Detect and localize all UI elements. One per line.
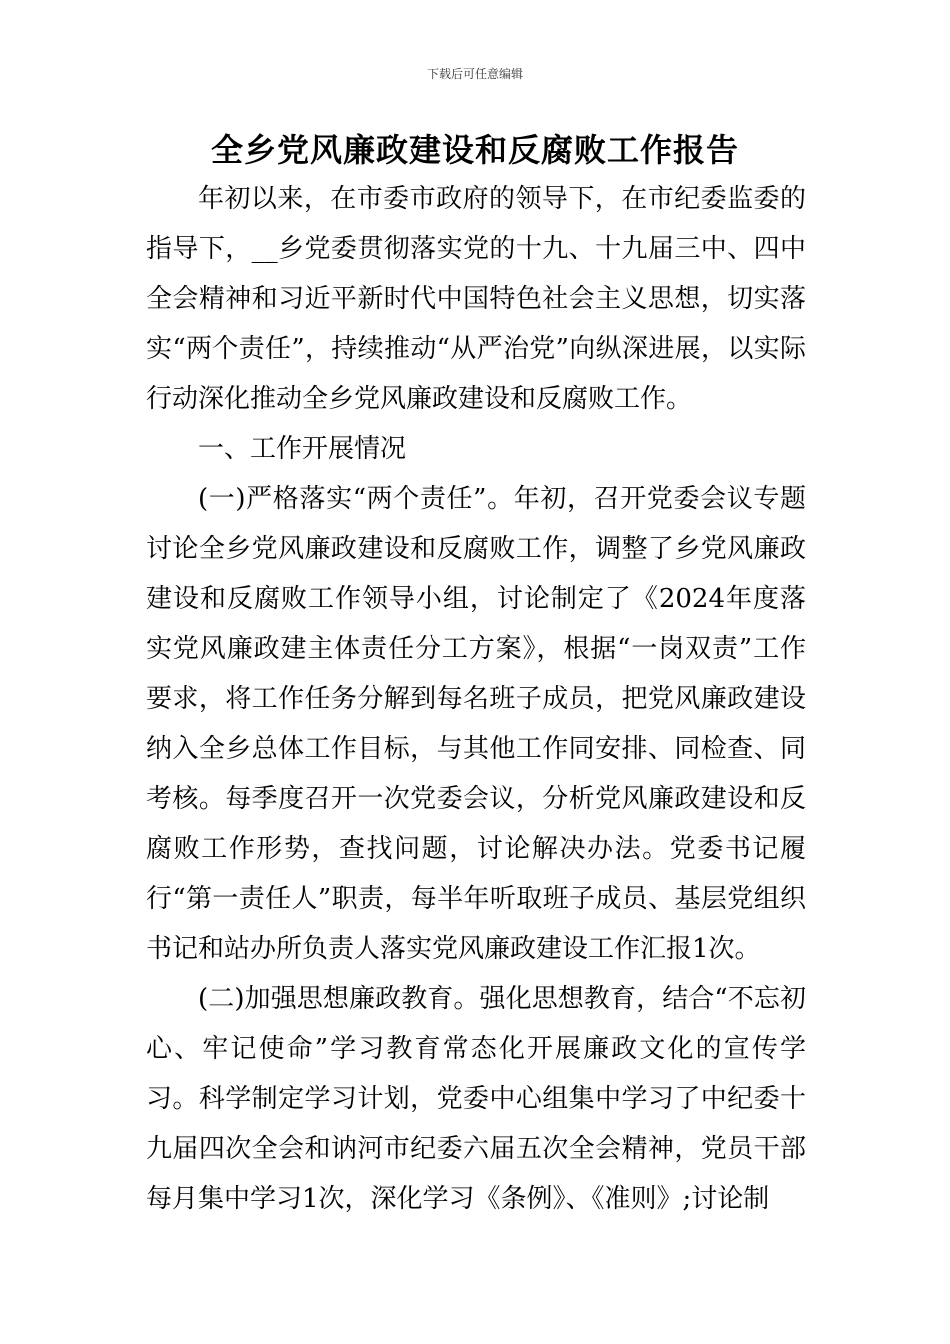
paragraph-education: (二)加强思想廉政教育。强化思想教育，结合“不忘初心、牢记使命”学习教育常态化开展廉政文化的宣传学习。科学制定学习计划，党委中心组集中学习了中纪委十九届四次全会和讷河市纪委六届五次全会精神，党员干部每月集中学习1次，深化学习《条例》、《准则》;讨论制 xyxy=(146,984,806,1214)
document-body xyxy=(146,174,806,1224)
header-watermark: 下载后可任意编辑 xyxy=(426,67,523,81)
document-title: 全乡党风廉政建设和反腐败工作报告 xyxy=(210,131,739,169)
paragraph-intro: 年初以来，在市委市政府的领导下，在市纪委监委的指导下，__乡党委贯彻落实党的十九、十九届三中、四中全会精神和习近平新时代中国特色社会主义思想，切实落实“两个责任”，持续推动“从严治党”向纵深进展，以实际行动深化推动全乡党风廉政建设和反腐败工作。 xyxy=(146,184,806,414)
section-heading: 一、工作开展情况 xyxy=(198,434,407,464)
paragraph-responsibility: (一)严格落实“两个责任”。年初，召开党委会议专题讨论全乡党风廉政建设和反腐败工作，调整了乡党风廉政建设和反腐败工作领导小组，讨论制定了《2024年度落实党风廉政建主体责任分工方案》，根据“一岗双责”工作要求，将工作任务分解到每名班子成员，把党风廉政建设纳入全乡总体工作目标，与其他工作同安排、同检查、同考核。每季度召开一次党委会议，分析党风廉政建设和反腐败工作形势，查找问题，讨论解决办法。党委书记履行“第一责任人”职责，每半年听取班子成员、基层党组织书记和站办所负责人落实党风廉政建设工作汇报1次。 xyxy=(146,484,806,964)
